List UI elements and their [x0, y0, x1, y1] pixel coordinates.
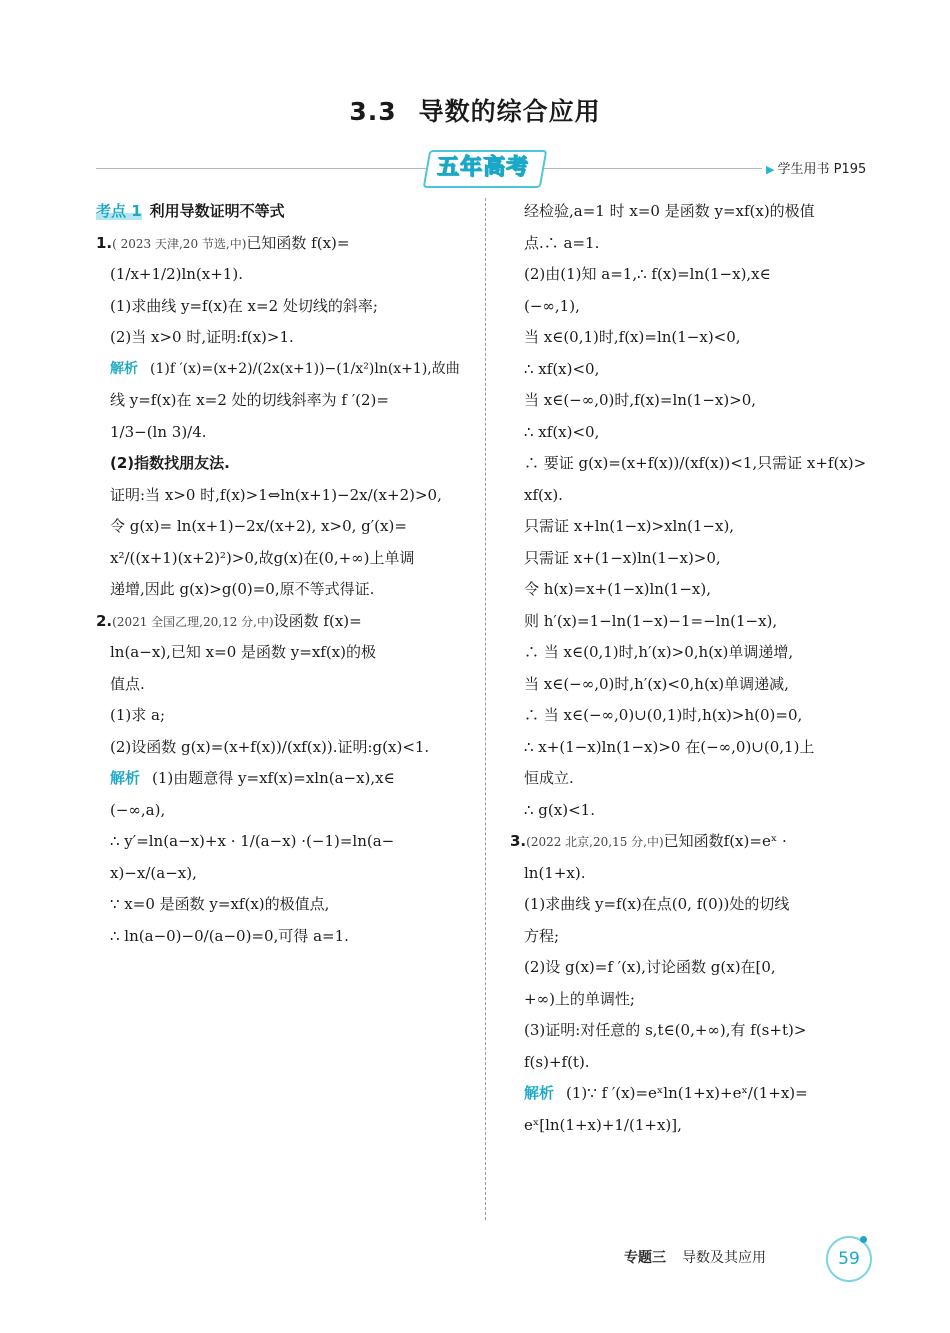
kaodian-tag: 考点 1	[96, 202, 142, 220]
text-line: ln(a−x),已知 x=0 是函数 y=xf(x)的极	[110, 643, 376, 661]
column-divider	[485, 198, 486, 1220]
text-line: ∴ g(x)<1.	[524, 800, 595, 819]
text-line: ∵ x=0 是函数 y=xf(x)的极值点,	[110, 895, 330, 913]
sub-question-line: (1)求曲线 y=f(x)在点(0, f(0))处的切线	[524, 895, 790, 913]
textbook-reference	[766, 158, 866, 177]
banner-rule-right	[540, 168, 762, 169]
solution-line	[510, 1078, 872, 1110]
text-line: 当 x∈(−∞,0)时,h′(x)<0,h(x)单调递减,	[524, 674, 789, 693]
sub-question-line: (3)证明:对任意的 s,t∈(0,+∞),有 f(s+t)>	[524, 1021, 807, 1039]
text-line: ∴ y′=ln(a−x)+x · 1/(a−x) ·(−1)=ln(a−	[110, 832, 395, 850]
text-line: x²/((x+1)(x+2)²)>0,故g(x)在(0,+∞)上单调	[110, 548, 415, 567]
footer-topic	[624, 1247, 766, 1267]
text-line: (1/x+1/2)ln(x+1).	[110, 265, 243, 283]
question-line	[96, 228, 470, 260]
text-line: eˣ[ln(1+x)+1/(1+x)],	[524, 1115, 682, 1134]
text-line: ∴ x+(1−x)ln(1−x)>0 在(−∞,0)∪(0,1)上	[524, 737, 815, 756]
page-number: 59	[826, 1236, 872, 1282]
kaodian-title: 利用导数证明不等式	[149, 202, 285, 220]
textbook-reference-text: 学生用书 P195	[777, 162, 867, 177]
section-number: 3.3	[349, 97, 397, 126]
text-line: 方程;	[524, 926, 560, 945]
text-line: 值点.	[110, 674, 145, 693]
sub-question-line: (2)当 x>0 时,证明:f(x)>1.	[110, 328, 294, 346]
section-title	[0, 92, 950, 128]
solution-label: 解析	[110, 360, 138, 377]
text-line: ∴ 当 x∈(0,1)时,h′(x)>0,h(x)单调递增,	[524, 643, 794, 661]
text-line: 则 h′(x)=1−ln(1−x)−1=−ln(1−x),	[524, 611, 778, 630]
solution-text: (1)f ′(x)=(x+2)/(2x(x+1))−(1/x²)ln(x+1),故曲	[150, 360, 460, 377]
question-number: 3.	[510, 832, 527, 850]
right-column	[510, 196, 872, 1141]
banner-rule-left	[96, 168, 426, 169]
sub-question-line: (1)求曲线 y=f(x)在 x=2 处切线的斜率;	[110, 296, 378, 315]
text-line: ∴ 当 x∈(−∞,0)∪(0,1)时,h(x)>h(0)=0,	[524, 706, 803, 724]
section-heading-line	[96, 196, 470, 228]
footer-topic-number: 专题三	[624, 1250, 666, 1266]
solution-label: 解析	[110, 769, 141, 787]
question-source: ( 2023 天津,20 节选,中)	[112, 236, 247, 251]
text-line: ∴ xf(x)<0,	[524, 422, 600, 441]
question-text: 已知函数 f(x)=	[246, 233, 350, 252]
text-line: ln(1+x).	[524, 863, 586, 882]
text-line: 递增,因此 g(x)>g(0)=0,原不等式得证.	[110, 580, 375, 598]
question-text: 已知函数f(x)=eˣ ·	[663, 832, 787, 850]
question-source: (2021 全国乙理,20,12 分,中)	[112, 614, 274, 629]
solution-text: (1)∵ f ′(x)=eˣln(1+x)+eˣ/(1+x)=	[566, 1084, 808, 1102]
solution-label: 解析	[524, 1084, 555, 1102]
question-number: 2.	[96, 611, 113, 630]
text-line: 只需证 x+(1−x)ln(1−x)>0,	[524, 548, 721, 567]
text-line: +∞)上的单调性;	[524, 989, 635, 1008]
sub-question-line: (2)设函数 g(x)=(x+f(x))/(xf(x)).证明:g(x)<1.	[110, 737, 430, 756]
text-line: (2)由(1)知 a=1,∴ f(x)=ln(1−x),x∈	[524, 265, 771, 283]
sub-question-line: (1)求 a;	[110, 706, 166, 724]
solution-line	[96, 763, 470, 795]
text-line: ∴ ln(a−0)−0/(a−0)=0,可得 a=1.	[110, 926, 349, 945]
text-line: 恒成立.	[524, 769, 574, 787]
text-line: 令 g(x)= ln(x+1)−2x/(x+2), x>0, g′(x)=	[110, 517, 407, 535]
solution-text: (1)由题意得 y=xf(x)=xln(a−x),x∈	[152, 769, 395, 787]
sub-question-line: (2)设 g(x)=f ′(x),讨论函数 g(x)在[0,	[524, 958, 776, 976]
footer-topic-title: 导数及其应用	[682, 1250, 766, 1266]
text-line: (−∞,a),	[110, 800, 166, 819]
question-number: 1.	[96, 233, 113, 252]
text-line: 经检验,a=1 时 x=0 是函数 y=xf(x)的极值	[524, 202, 815, 220]
text-line: 当 x∈(0,1)时,f(x)=ln(1−x)<0,	[524, 328, 741, 346]
text-line: 只需证 x+ln(1−x)>xln(1−x),	[524, 517, 735, 535]
text-line: f(s)+f(t).	[524, 1052, 590, 1071]
text-line: 当 x∈(−∞,0)时,f(x)=ln(1−x)>0,	[524, 391, 757, 409]
solution-line	[96, 354, 470, 386]
text-line: ∴ xf(x)<0,	[524, 359, 600, 378]
text-line: 点.∴ a=1.	[524, 233, 600, 252]
text-line: 1/3−(ln 3)/4.	[110, 422, 207, 441]
text-line: ∴ 要证 g(x)=(x+f(x))/(xf(x))<1,只需证 x+f(x)>	[524, 454, 867, 472]
text-line: xf(x).	[524, 485, 563, 504]
left-column	[96, 196, 470, 952]
question-text: 设函数 f(x)=	[273, 611, 362, 630]
banner-label: 五年高考	[436, 155, 529, 180]
section-heading: 导数的综合应用	[418, 97, 601, 126]
text-line: 线 y=f(x)在 x=2 处的切线斜率为 f ′(2)=	[110, 391, 389, 409]
triangle-right-icon: ▶	[766, 163, 775, 176]
text-line: (−∞,1),	[524, 296, 580, 315]
text-line: 证明:当 x>0 时,f(x)>1⇔ln(x+1)−2x/(x+2)>0,	[110, 485, 442, 504]
question-line	[96, 606, 470, 638]
text-line: 令 h(x)=x+(1−x)ln(1−x),	[524, 580, 711, 598]
method-line: (2)指数找朋友法.	[110, 454, 230, 472]
text-line: x)−x/(a−x),	[110, 863, 197, 882]
page-dot-icon	[860, 1236, 867, 1243]
question-line	[510, 826, 872, 858]
question-source: (2022 北京,20,15 分,中)	[526, 835, 664, 849]
